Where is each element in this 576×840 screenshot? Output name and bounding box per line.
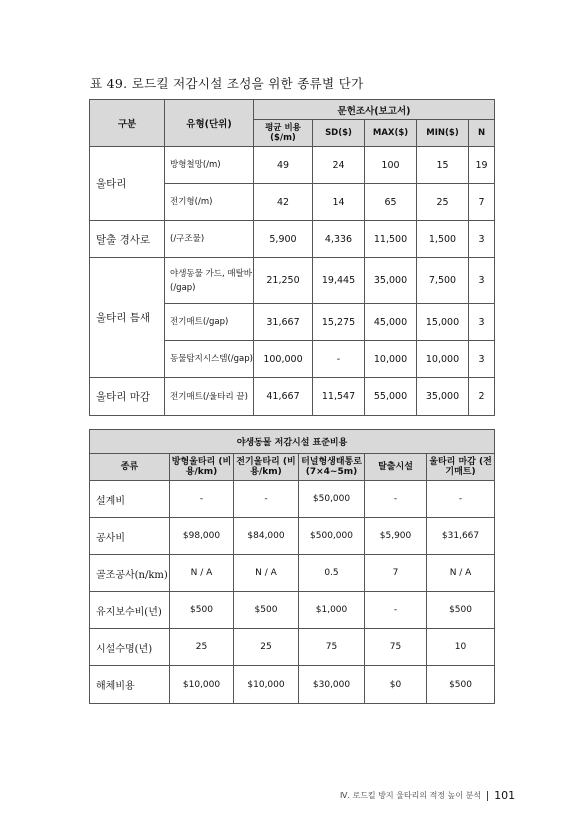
value-cell: 7: [365, 555, 427, 592]
table-row: [90, 555, 495, 592]
value-cell: 19,445: [313, 258, 365, 304]
type-cell: (/구조물): [165, 221, 254, 258]
header-sd: SD($): [313, 120, 365, 147]
value-cell: $500: [427, 592, 495, 629]
header-avg-cost: 평균 비용 ($/m): [254, 120, 313, 147]
page-footer: [340, 789, 515, 802]
header-type: 유형(단위): [165, 100, 254, 147]
value-cell: 49: [254, 147, 313, 184]
value-cell: 15: [417, 147, 469, 184]
value-cell: 7,500: [417, 258, 469, 304]
value-cell: $50,000: [299, 481, 365, 518]
value-cell: 65: [365, 184, 417, 221]
header-gubun: 구분: [90, 100, 165, 147]
header-literature: 문헌조사(보고서): [254, 100, 495, 120]
value-cell: $31,667: [427, 518, 495, 555]
value-cell: 75: [299, 629, 365, 666]
value-cell: 21,250: [254, 258, 313, 304]
table-row: [90, 258, 495, 304]
footer-divider: [487, 791, 488, 801]
value-cell: 10: [427, 629, 495, 666]
footer-chapter: Ⅳ. 로드킬 방지 울타리의 적정 높이 분석: [340, 791, 482, 800]
header-tunnel-passage: 터널형생태통로 (7×4~5m): [299, 454, 365, 481]
value-cell: $30,000: [299, 666, 365, 704]
table-row: [90, 629, 495, 666]
value-cell: $1,000: [299, 592, 365, 629]
row-label: 설계비: [90, 481, 170, 518]
row-label: 시설수명(년): [90, 629, 170, 666]
value-cell: 24: [313, 147, 365, 184]
value-cell: 31,667: [254, 304, 313, 341]
value-cell: 4,336: [313, 221, 365, 258]
header-n: N: [469, 120, 495, 147]
table-row: [90, 518, 495, 555]
value-cell: 25: [417, 184, 469, 221]
value-cell: $500: [170, 592, 234, 629]
value-cell: 3: [469, 221, 495, 258]
type-cell: 동물탐지시스템(/gap): [165, 341, 254, 378]
value-cell: 55,000: [365, 378, 417, 416]
value-cell: $10,000: [170, 666, 234, 704]
value-cell: $5,900: [365, 518, 427, 555]
value-cell: 11,547: [313, 378, 365, 416]
value-cell: -: [365, 592, 427, 629]
type-cell: 야생동물 가드, 매탈바(/gap): [165, 258, 254, 304]
value-cell: N / A: [234, 555, 299, 592]
header-kind: 종류: [90, 454, 170, 481]
table-row: [90, 666, 495, 704]
value-cell: $0: [365, 666, 427, 704]
value-cell: 10,000: [417, 341, 469, 378]
row-label: 골조공사(n/km): [90, 555, 170, 592]
value-cell: $10,000: [234, 666, 299, 704]
header-mesh-fence: 방형울타리 (비용/km): [170, 454, 234, 481]
value-cell: 41,667: [254, 378, 313, 416]
value-cell: 25: [234, 629, 299, 666]
value-cell: 100: [365, 147, 417, 184]
value-cell: 15,000: [417, 304, 469, 341]
table-row: [90, 221, 495, 258]
value-cell: 42: [254, 184, 313, 221]
row-label: 공사비: [90, 518, 170, 555]
value-cell: 7: [469, 184, 495, 221]
value-cell: 75: [365, 629, 427, 666]
value-cell: 100,000: [254, 341, 313, 378]
type-cell: 방형철망(/m): [165, 147, 254, 184]
value-cell: $500: [234, 592, 299, 629]
value-cell: 3: [469, 341, 495, 378]
type-cell: 전기형(/m): [165, 184, 254, 221]
row-label: 해체비용: [90, 666, 170, 704]
table-row: [90, 592, 495, 629]
value-cell: 0.5: [299, 555, 365, 592]
value-cell: 10,000: [365, 341, 417, 378]
header-escape-facility: 탈출시설: [365, 454, 427, 481]
value-cell: $500: [427, 666, 495, 704]
row-label: 유지보수비(년): [90, 592, 170, 629]
group-label: 탈출 경사로: [90, 221, 165, 258]
value-cell: 5,900: [254, 221, 313, 258]
value-cell: 15,275: [313, 304, 365, 341]
group-label: 울타리: [90, 147, 165, 221]
value-cell: 25: [170, 629, 234, 666]
value-cell: 2: [469, 378, 495, 416]
type-cell: 전기매트(/gap): [165, 304, 254, 341]
table-row: [90, 147, 495, 184]
page-number: 101: [494, 789, 516, 802]
value-cell: 14: [313, 184, 365, 221]
value-cell: $500,000: [299, 518, 365, 555]
value-cell: 35,000: [365, 258, 417, 304]
group-label: 울타리 마감: [90, 378, 165, 416]
value-cell: 11,500: [365, 221, 417, 258]
standard-cost-table: [89, 429, 495, 704]
header-electric-fence: 전기울타리 (비용/km): [234, 454, 299, 481]
table2-title: 야생동물 저감시설 표준비용: [90, 430, 495, 454]
value-cell: $98,000: [170, 518, 234, 555]
value-cell: -: [427, 481, 495, 518]
value-cell: $84,000: [234, 518, 299, 555]
group-label: 울타리 틈새: [90, 258, 165, 378]
type-cell: 전기매트(/울타리 끝): [165, 378, 254, 416]
header-min: MIN($): [417, 120, 469, 147]
value-cell: 3: [469, 304, 495, 341]
value-cell: -: [170, 481, 234, 518]
header-max: MAX($): [365, 120, 417, 147]
value-cell: 3: [469, 258, 495, 304]
value-cell: -: [365, 481, 427, 518]
value-cell: 19: [469, 147, 495, 184]
table-row: [90, 378, 495, 416]
value-cell: N / A: [427, 555, 495, 592]
value-cell: 1,500: [417, 221, 469, 258]
header-fence-end: 울타리 마감 (전기매트): [427, 454, 495, 481]
value-cell: -: [234, 481, 299, 518]
unit-cost-table: [89, 99, 495, 416]
value-cell: N / A: [170, 555, 234, 592]
table-row: [90, 481, 495, 518]
value-cell: 35,000: [417, 378, 469, 416]
value-cell: -: [313, 341, 365, 378]
table-caption: 표 49. 로드킬 저감시설 조성을 위한 종류별 단가: [90, 76, 364, 91]
value-cell: 45,000: [365, 304, 417, 341]
